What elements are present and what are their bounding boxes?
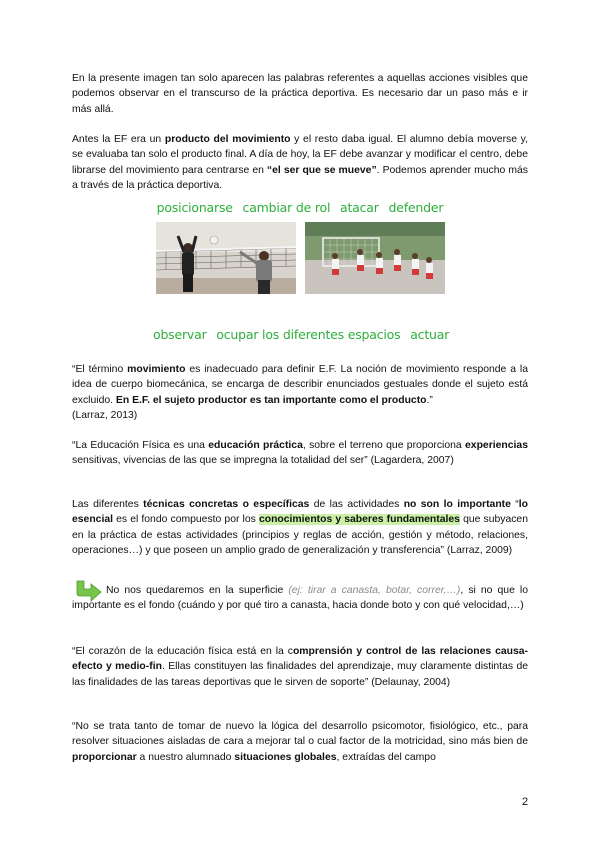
text-span: “ (510, 499, 519, 510)
text-span: es el fondo compuesto por los (113, 514, 259, 526)
paragraph-intro (72, 71, 528, 117)
text-span: . Podemos aprender mucho más a través de la práctica deportiva. (72, 164, 528, 192)
text-span: “La Educación Física es una (72, 440, 209, 451)
text-span: Antes la EF era un (72, 134, 165, 145)
bold-span: no son lo importante (403, 499, 511, 510)
paragraph-intro-text: En la presente imagen tan solo aparecen las palabras referentes a aquellas acciones visibles que podemos observar en el transcurso de la práctica deportiva. Es necesario dar un paso más e ir más allá. (72, 73, 528, 115)
text-span: sensitivas, vivencias de las que se impregna la totalidad del ser” (Lagardera, 2007) (72, 455, 454, 467)
text-span: , extraídas del campo (336, 751, 436, 763)
text-span: es inadecuado para definir E.F. La noción de movimiento responde a la idea de cuerpo biomecánica, se encarga de describir enunciados gestuales donde el sujeto está excluido. (72, 364, 529, 406)
text-span: No nos quedaremos en la superficie (106, 585, 289, 596)
volleyball-photo-illustration (156, 222, 296, 294)
keyword-ocupar-espacios: ocupar los diferentes espacios (216, 327, 401, 342)
text-span: “No se trata tanto de tomar de nuevo la lógica del desarrollo psicomotor, fisiológico, etc., para resolver situaciones aisladas de cara a mejorar tal o cual factor de la motricidad, sino más bien de (72, 721, 528, 748)
text-span: “El corazón de la educación física está en la c (72, 646, 293, 657)
text-span: , sobre el terreno que proporciona (302, 440, 466, 451)
quote-delaunay-2004 (72, 644, 528, 690)
bold-span: lo esencial (72, 499, 528, 526)
keyword-observar: observar (153, 327, 207, 342)
bold-span: producto del movimiento (164, 134, 291, 145)
bold-span: “el ser que se mueve” (266, 164, 377, 176)
text-span: “El término (72, 364, 128, 375)
text-span: de las actividades (309, 499, 404, 510)
handball-photo-illustration (305, 222, 445, 294)
text-span: , si no que lo importante es el fondo (cuándo y por qué tiro a canasta, hacia donde boto y con qué velocidad,…) (72, 585, 529, 612)
page-number: 2 (522, 796, 529, 808)
bold-span: movimiento (127, 364, 186, 375)
quote-global-situations (72, 719, 528, 765)
text-span: a nuestro alumnado (136, 751, 235, 763)
text-span: .” (426, 394, 433, 406)
text-span: Las diferentes (72, 499, 144, 510)
text-span: y el resto daba igual. El alumno debía moverse y, se evaluaba tan solo el producto final. A día de hoy, la EF debe avanzar y modificar el centro, debe librarse del movimiento para centrarse en (72, 134, 528, 176)
paragraph-ef-movement (72, 132, 528, 194)
bold-span: experiencias (465, 440, 528, 451)
bold-span: técnicas concretas o específicas (143, 499, 310, 510)
volleyball-photo (156, 222, 296, 294)
keyword-cambiar-de-rol: cambiar de rol (242, 200, 331, 215)
text-span: . Ellas constituyen las finalidades del aprendizaje, muy claramente distintas de las finalidades de las tareas deportivas que le sirven de soporte” (Delaunay, 2004) (72, 661, 528, 688)
quote-larraz-2009 (72, 497, 528, 559)
handball-photo (305, 222, 445, 294)
quote-larraz-2013 (72, 362, 528, 424)
bold-span: omprensión y control de las relaciones causa-efecto y medio-fin (72, 646, 528, 673)
text-span: que subyacen en la práctica de estas actividades (principios y reglas de acción, gestión y método, relaciones, operaciones…) y que poseen un amplio grado de generalización y transferencia” (Larraz, 2009) (72, 514, 528, 557)
bold-span: educación práctica (208, 440, 303, 451)
highlighted-text: conocimientos y saberes fundamentales (258, 514, 460, 526)
bold-span: situaciones globales (234, 751, 337, 763)
example-italic: (ej: tirar a canasta, botar, correr,…) (288, 585, 461, 596)
keyword-defender: defender (388, 200, 444, 215)
paragraph-surface (72, 583, 528, 614)
figure-top-keywords (150, 200, 450, 215)
bold-span: En E.F. el sujeto productor es tan importante como el producto (115, 394, 427, 406)
quote-lagardera-2007 (72, 438, 528, 469)
keyword-actuar: actuar (410, 327, 450, 342)
keyword-posicionarse: posicionarse (156, 200, 233, 215)
figure-bottom-keywords (150, 327, 450, 342)
citation: (Larraz, 2013) (72, 410, 138, 422)
keyword-atacar: atacar (340, 200, 379, 215)
bold-span: proporcionar (72, 751, 137, 763)
